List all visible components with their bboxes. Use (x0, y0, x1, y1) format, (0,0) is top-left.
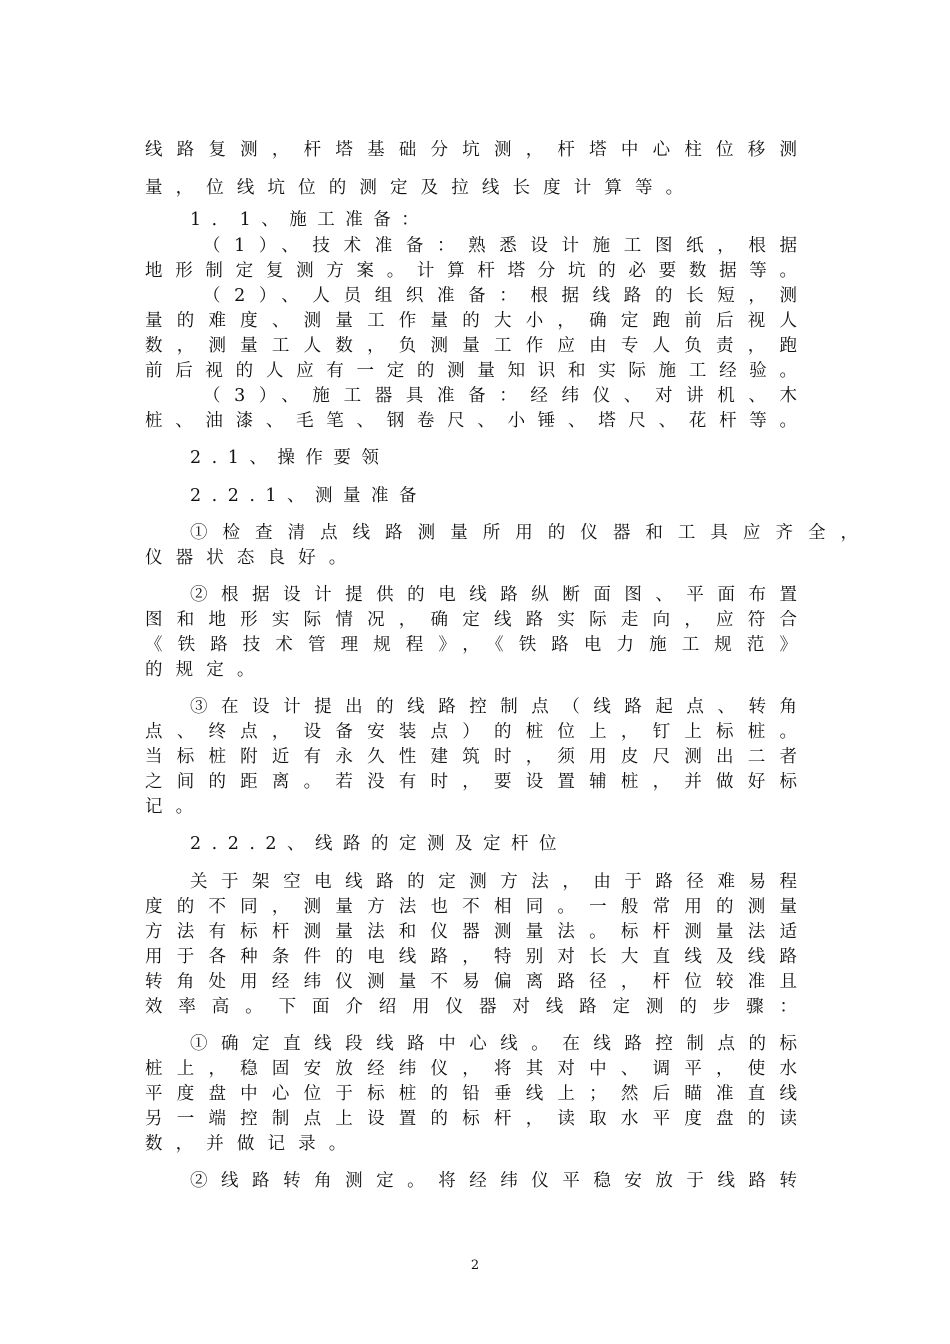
text-line: 桩、油漆、毛笔、钢卷尺、小锤、塔尺、花杆等。 (145, 411, 797, 431)
text-line: 《铁路技术管理规程》，《铁路电力施工规范》 (145, 635, 797, 655)
text-line: （2）、人员组织准备：根据线路的长短，测 (203, 286, 797, 306)
text-line: 记。 (145, 797, 207, 817)
text-line: 量的难度、测量工作量的大小，确定跑前后视人 (145, 311, 797, 331)
text-line: （1）、技术准备：熟悉设计施工图纸，根据 (203, 236, 797, 256)
text-line: 的规定。 (145, 660, 268, 680)
text-line: 效率高。下面介绍用仪器对线路定测的步骤： (145, 997, 797, 1017)
text-line: 另一端控制点上设置的标杆，读取水平度盘的读 (145, 1109, 797, 1129)
text-line: 方法有标杆测量法和仪器测量法。标杆测量法适 (145, 922, 797, 942)
text-line: ②线路转角测定。将经纬仪平稳安放于线路转 (190, 1171, 797, 1191)
text-line: 平度盘中心位于标桩的铅垂线上；然后瞄准直线 (145, 1084, 797, 1104)
text-line: 地形制定复测方案。计算杆塔分坑的必要数据等。 (145, 261, 797, 281)
text-line: 关于架空电线路的定测方法，由于路径难易程 (190, 872, 797, 892)
text-line: 线路复测，杆塔基础分坑测，杆塔中心柱位移测 (145, 140, 797, 160)
text-line: ①检查清点线路测量所用的仪器和工具应齐全， (190, 523, 858, 543)
text-line: 点、终点，设备安装点）的桩位上，钉上标桩。 (145, 722, 797, 742)
text-line: （3）、施工器具准备：经纬仪、对讲机、木 (203, 386, 797, 406)
section-heading: 2.1、操作要领 (190, 448, 390, 468)
text-line: 数，测量工人数，负测量工作应由专人负责，跑 (145, 336, 797, 356)
text-line: 前后视的人应有一定的测量知识和实际施工经验。 (145, 361, 797, 381)
text-line: 转角处用经纬仪测量不易偏离路径，杆位较准且 (145, 972, 797, 992)
text-line: 当标桩附近有永久性建筑时，须用皮尺测出二者 (145, 747, 797, 767)
text-line: 数，并做记录。 (145, 1134, 360, 1154)
text-line: ②根据设计提供的电线路纵断面图、平面布置 (190, 585, 797, 605)
text-line: ③在设计提出的线路控制点（线路起点、转角 (190, 697, 797, 717)
text-line: 用于各种条件的电线路，特别对长大直线及线路 (145, 947, 797, 967)
text-line: 量，位线坑位的测定及拉线长度计算等。 (145, 178, 697, 198)
text-line: 桩上，稳固安放经纬仪，将其对中、调平，使水 (145, 1059, 797, 1079)
section-heading: 2.2.2、线路的定测及定杆位 (190, 834, 568, 854)
text-line: 图和地形实际情况，确定线路实际走向，应符合 (145, 610, 797, 630)
text-line: ①确定直线段线路中心线。在线路控制点的标 (190, 1034, 797, 1054)
text-line: 之间的距离。若没有时，要设置辅桩，并做好标 (145, 772, 797, 792)
page-number: 2 (470, 1258, 480, 1273)
text-line: 仪器状态良好。 (145, 548, 360, 568)
section-heading: 2.2.1、测量准备 (190, 486, 428, 506)
text-line: 度的不同，测量方法也不相同。一般常用的测量 (145, 897, 797, 917)
section-heading: 1．1、施工准备： (190, 210, 430, 230)
